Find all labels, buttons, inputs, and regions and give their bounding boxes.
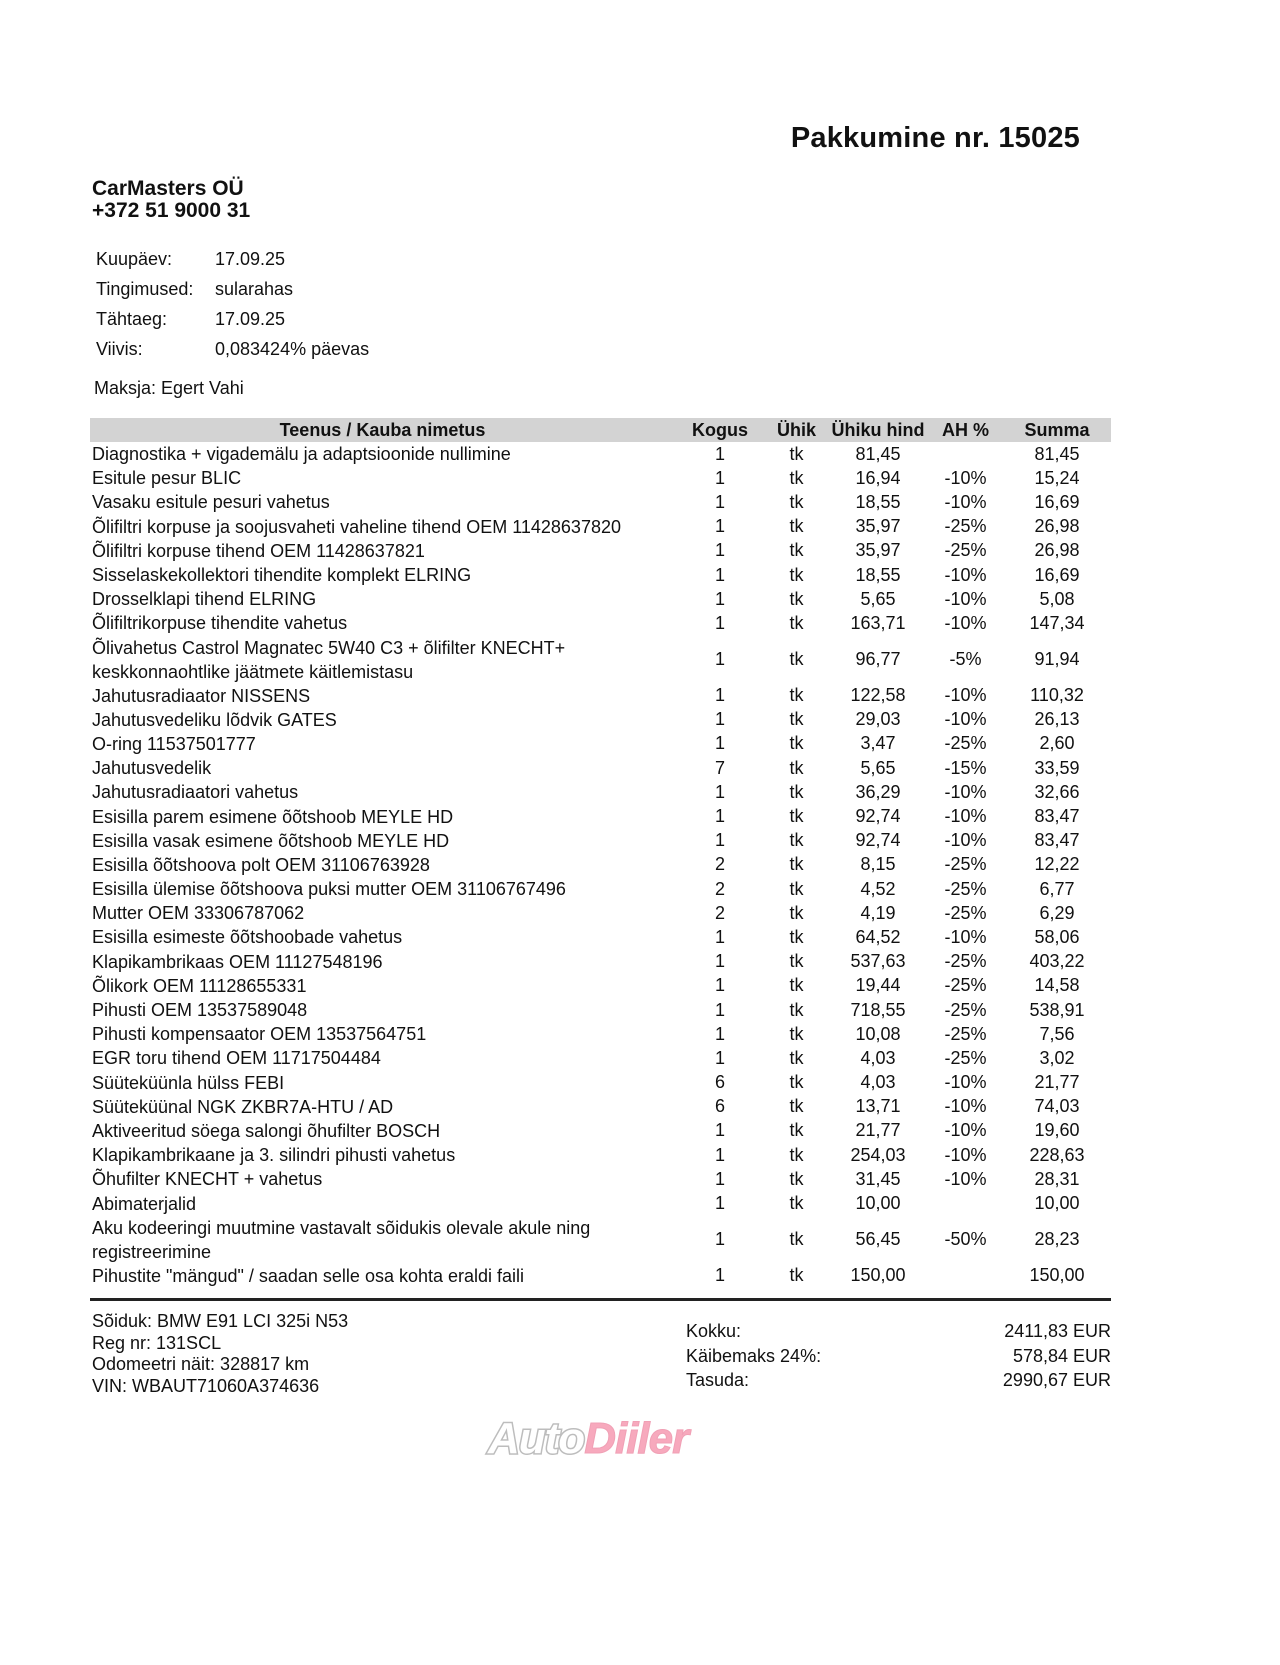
cell-qty: 1 (714, 588, 725, 609)
cell-unit: tk (789, 975, 804, 996)
cell-unit: tk (789, 1072, 804, 1093)
cell-price: 36,29 (855, 781, 901, 802)
total-value: 2990,67 EUR (1002, 1370, 1111, 1390)
cell-sum: 12,22 (1034, 854, 1080, 875)
cell-qty: 6 (714, 1096, 725, 1117)
header-sum: Summa (1024, 419, 1090, 440)
cell-unit: tk (789, 685, 804, 706)
table-row (90, 587, 1111, 611)
cell-sum: 150,00 (1029, 1265, 1085, 1286)
cell-price: 163,71 (850, 612, 906, 633)
cell-sum: 33,59 (1034, 757, 1080, 778)
total-payable (686, 1368, 1111, 1393)
table-row (90, 804, 1111, 828)
meta-value: 0,083424% päevas (215, 338, 370, 359)
table-row (90, 780, 1111, 804)
cell-unit: tk (789, 1047, 804, 1068)
cell-unit: tk (789, 1023, 804, 1044)
total-subtotal (686, 1319, 1111, 1344)
logo-part-diiler: Diiler (584, 1414, 689, 1463)
cell-price: 19,44 (855, 975, 901, 996)
total-label: Käibemaks 24%: (686, 1345, 822, 1366)
cell-price: 4,52 (860, 878, 896, 899)
meta-value: 17.09.25 (215, 308, 286, 329)
table-row (90, 466, 1111, 490)
cell-price: 8,15 (860, 854, 896, 875)
cell-unit: tk (789, 781, 804, 802)
totals-block (686, 1319, 1111, 1393)
cell-qty: 1 (714, 491, 725, 512)
cell-discount: -10% (944, 491, 987, 512)
vehicle-block (92, 1311, 348, 1397)
table-row (90, 636, 1111, 684)
company-name: CarMasters OÜ (92, 177, 244, 200)
table-row (90, 442, 1111, 466)
table-body (90, 442, 1111, 1288)
cell-unit: tk (789, 951, 804, 972)
payer: Maksja: Egert Vahi (94, 378, 244, 398)
cell-price: 4,19 (860, 902, 896, 923)
cell-qty: 2 (714, 902, 725, 923)
table-row (90, 974, 1111, 998)
header-qty: Kogus (692, 419, 748, 440)
cell-unit: tk (789, 564, 804, 585)
cell-unit: tk (789, 999, 804, 1020)
cell-qty: 1 (714, 1168, 725, 1189)
cell-sum: 6,29 (1039, 902, 1075, 923)
cell-unit: tk (789, 1265, 804, 1286)
table-row (90, 756, 1111, 780)
cell-name: Pihusti OEM 13537589048 (92, 1000, 308, 1021)
table-row (90, 829, 1111, 853)
cell-unit: tk (789, 1229, 804, 1250)
cell-discount: -25% (944, 975, 987, 996)
cell-price: 718,55 (850, 999, 906, 1020)
cell-name: Esisilla vasak esimene õõtshoob MEYLE HD (92, 830, 450, 851)
cell-qty: 1 (714, 1120, 725, 1141)
cell-unit: tk (789, 1168, 804, 1189)
cell-price: 56,45 (855, 1229, 901, 1250)
items-table (90, 418, 1111, 1288)
cell-unit: tk (789, 854, 804, 875)
meta-row-terms (96, 274, 369, 304)
cell-name: Jahutusvedeliku lõdvik GATES (92, 709, 337, 730)
table-row (90, 1216, 1111, 1264)
cell-sum: 538,91 (1029, 999, 1085, 1020)
cell-sum: 16,69 (1034, 491, 1080, 512)
cell-discount: -10% (944, 612, 987, 633)
cell-qty: 1 (714, 999, 725, 1020)
total-label: Kokku: (686, 1321, 742, 1341)
cell-name: Klapikambrikaane ja 3. silindri pihusti vahetus (92, 1145, 456, 1166)
cell-qty: 1 (714, 806, 725, 827)
cell-name: Diagnostika + vigademälu ja adaptsioonide nullimine (92, 444, 511, 465)
cell-price: 254,03 (850, 1144, 906, 1165)
meta-label: Kuupäev: (96, 248, 173, 269)
cell-unit: tk (789, 902, 804, 923)
table-row (90, 515, 1111, 539)
cell-discount: -10% (944, 709, 987, 730)
cell-price: 10,00 (855, 1193, 901, 1214)
cell-unit: tk (789, 1193, 804, 1214)
cell-sum: 81,45 (1034, 443, 1080, 464)
cell-name: Jahutusradiaatori vahetus (92, 782, 299, 803)
cell-discount: -25% (944, 854, 987, 875)
cell-qty: 1 (714, 781, 725, 802)
meta-label: Viivis: (96, 338, 143, 359)
logo-part-auto: Auto (488, 1414, 585, 1463)
cell-name: Süüteküünal NGK ZKBR7A-HTU / AD (92, 1096, 394, 1117)
cell-unit: tk (789, 443, 804, 464)
table-row (90, 539, 1111, 563)
cell-unit: tk (789, 733, 804, 754)
cell-sum: 28,23 (1034, 1229, 1080, 1250)
cell-price: 4,03 (860, 1047, 896, 1068)
cell-price: 92,74 (855, 806, 901, 827)
table-row (90, 732, 1111, 756)
cell-discount: -15% (944, 757, 987, 778)
cell-price: 150,00 (850, 1265, 906, 1286)
cell-name: Vasaku esitule pesuri vahetus (92, 492, 330, 513)
document-title: Pakkumine nr. 15025 (790, 122, 1080, 154)
cell-sum: 26,98 (1034, 540, 1080, 561)
cell-qty: 2 (714, 878, 725, 899)
cell-name: O-ring 11537501777 (92, 733, 256, 754)
cell-qty: 1 (714, 649, 725, 669)
table-row (90, 611, 1111, 635)
meta-row-penalty (96, 334, 369, 364)
cell-price: 31,45 (855, 1168, 901, 1189)
cell-sum: 28,31 (1034, 1168, 1080, 1189)
cell-unit: tk (789, 878, 804, 899)
table-row (90, 1167, 1111, 1191)
cell-name: Sisselaskekollektori tihendite komplekt ELRING (92, 565, 472, 586)
cell-name: Õhufilter KNECHT + vahetus (92, 1169, 323, 1190)
cell-discount: -25% (944, 1023, 987, 1044)
cell-price: 16,94 (855, 467, 901, 488)
cell-name: Jahutusvedelik (92, 758, 212, 779)
cell-qty: 1 (714, 516, 725, 537)
cell-discount: -10% (944, 1072, 987, 1093)
cell-unit: tk (789, 757, 804, 778)
cell-sum: 147,34 (1029, 612, 1085, 633)
vehicle-model: Sõiduk: BMW E91 LCI 325i N53 (92, 1311, 349, 1331)
cell-name: Esisilla esimeste õõtshoobade vahetus (92, 927, 403, 948)
cell-price: 10,08 (855, 1023, 901, 1044)
cell-discount: -25% (944, 878, 987, 899)
cell-sum: 15,24 (1034, 467, 1080, 488)
cell-sum: 16,69 (1034, 564, 1080, 585)
cell-name: Esisilla ülemise õõtshoova puksi mutter OEM 31106767496 (92, 879, 566, 900)
cell-qty: 1 (714, 830, 725, 851)
cell-unit: tk (789, 612, 804, 633)
cell-qty: 1 (714, 685, 725, 706)
table-row (90, 1119, 1111, 1143)
cell-sum: 403,22 (1029, 951, 1085, 972)
cell-sum: 74,03 (1034, 1096, 1080, 1117)
header-discount: AH % (941, 419, 989, 440)
cell-name: Abimaterjalid (92, 1193, 197, 1214)
cell-qty: 1 (714, 733, 725, 754)
cell-sum: 32,66 (1034, 781, 1080, 802)
total-vat (686, 1344, 1111, 1369)
table-row (90, 1095, 1111, 1119)
cell-name: Esitule pesur BLIC (92, 468, 242, 489)
cell-unit: tk (789, 491, 804, 512)
vehicle-vin: VIN: WBAUT71060A374636 (92, 1375, 320, 1396)
table-row (90, 1022, 1111, 1046)
cell-qty: 1 (714, 1144, 725, 1165)
cell-name: Õlifiltri korpuse tihend OEM 11428637821 (92, 540, 425, 561)
cell-discount: -5% (949, 649, 982, 669)
table-bottom-rule (90, 1298, 1111, 1301)
cell-sum: 58,06 (1034, 926, 1080, 947)
table-row (90, 950, 1111, 974)
cell-name: EGR toru tihend OEM 11717504484 (92, 1048, 381, 1069)
cell-price: 13,71 (855, 1096, 901, 1117)
cell-sum: 26,98 (1034, 516, 1080, 537)
cell-name: Esisilla parem esimene õõtshoob MEYLE HD (92, 806, 454, 827)
table-row (90, 684, 1111, 708)
cell-unit: tk (789, 926, 804, 947)
table-row (90, 708, 1111, 732)
meta-label: Tingimused: (96, 278, 194, 299)
cell-discount: -25% (944, 1047, 987, 1068)
meta-value: sularahas (215, 278, 294, 299)
cell-price: 122,58 (850, 685, 906, 706)
cell-qty: 1 (714, 564, 725, 585)
total-value: 2411,83 EUR (1004, 1321, 1111, 1341)
cell-name: Klapikambrikaas OEM 11127548196 (92, 951, 383, 972)
cell-unit: tk (789, 709, 804, 730)
table-row (90, 998, 1111, 1022)
cell-discount: -50% (944, 1229, 987, 1250)
table-row (90, 490, 1111, 514)
cell-name: Aktiveeritud söega salongi õhufilter BOSCH (92, 1120, 441, 1141)
cell-unit: tk (789, 806, 804, 827)
cell-qty: 1 (714, 1265, 725, 1286)
cell-qty: 1 (714, 612, 725, 633)
cell-name: Õlifiltri korpuse ja soojusvaheti vaheline tihend OEM 11428637820 (92, 516, 621, 537)
cell-name: Õlivahetus Castrol Magnatec 5W40 C3 + õlifilter KNECHT+ keskkonnaohtlike jäätmete käitlemistasu (92, 637, 566, 682)
table-row (90, 1191, 1111, 1215)
cell-qty: 6 (714, 1072, 725, 1093)
cell-discount: -10% (944, 806, 987, 827)
cell-price: 29,03 (855, 709, 901, 730)
cell-qty: 1 (714, 1023, 725, 1044)
cell-sum: 110,32 (1030, 685, 1084, 706)
cell-unit: tk (789, 649, 804, 669)
cell-name: Jahutusradiaator NISSENS (92, 685, 311, 706)
cell-unit: tk (789, 830, 804, 851)
cell-discount: -10% (944, 781, 987, 802)
cell-discount: -10% (944, 467, 987, 488)
meta-block (96, 244, 369, 364)
cell-unit: tk (789, 467, 804, 488)
cell-name: Pihustite "mängud" / saadan selle osa kohta eraldi faili (92, 1265, 525, 1286)
cell-discount: -10% (944, 685, 987, 706)
cell-price: 96,77 (855, 649, 901, 669)
cell-sum: 5,08 (1039, 588, 1075, 609)
cell-price: 92,74 (855, 830, 901, 851)
cell-qty: 1 (714, 926, 725, 947)
cell-name: Esisilla õõtshoova polt OEM 31106763928 (92, 854, 430, 875)
cell-sum: 21,77 (1034, 1072, 1080, 1093)
cell-name: Õlifiltrikorpuse tihendite vahetus (92, 613, 348, 634)
cell-sum: 14,58 (1034, 975, 1080, 996)
cell-sum: 7,56 (1039, 1023, 1075, 1044)
cell-qty: 2 (714, 854, 725, 875)
cell-sum: 228,63 (1029, 1144, 1085, 1165)
meta-value: 17.09.25 (215, 248, 286, 269)
table-row (90, 1264, 1111, 1288)
meta-row-due-date (96, 304, 369, 334)
cell-name: Pihusti kompensaator OEM 13537564751 (92, 1024, 427, 1045)
cell-price: 18,55 (855, 491, 901, 512)
cell-qty: 1 (714, 1229, 725, 1250)
cell-price: 5,65 (860, 757, 896, 778)
table-row (90, 1046, 1111, 1070)
cell-price: 18,55 (855, 564, 901, 585)
cell-qty: 1 (714, 540, 725, 561)
cell-qty: 1 (714, 467, 725, 488)
cell-name: Aku kodeeringi muutmine vastavalt sõidukis olevale akule ning registreerimine (92, 1217, 591, 1262)
cell-sum: 19,60 (1034, 1120, 1080, 1141)
cell-sum: 10,00 (1034, 1193, 1080, 1214)
total-value: 578,84 EUR (1012, 1345, 1111, 1366)
cell-sum: 6,77 (1039, 878, 1075, 899)
total-label: Tasuda: (686, 1370, 750, 1390)
cell-sum: 3,02 (1039, 1047, 1075, 1068)
table-row (90, 925, 1111, 949)
cell-price: 3,47 (860, 733, 896, 754)
company-phone: +372 51 9000 31 (92, 199, 251, 222)
cell-discount: -10% (944, 1168, 987, 1189)
cell-discount: -10% (944, 588, 987, 609)
cell-qty: 1 (714, 1193, 725, 1214)
cell-unit: tk (789, 540, 804, 561)
vehicle-odometer: Odomeetri näit: 328817 km (92, 1354, 310, 1374)
cell-name: Mutter OEM 33306787062 (92, 903, 305, 924)
meta-row-date (96, 244, 369, 274)
cell-discount: -25% (944, 516, 987, 537)
cell-price: 64,52 (855, 926, 901, 947)
cell-qty: 1 (714, 709, 725, 730)
table-header (90, 418, 1111, 442)
cell-discount: -25% (944, 902, 987, 923)
autodiiler-watermark-logo (488, 1414, 688, 1464)
table-row (90, 877, 1111, 901)
table-row (90, 1143, 1111, 1167)
cell-discount: -10% (944, 926, 987, 947)
cell-name: Drosselklapi tihend ELRING (92, 589, 317, 610)
cell-unit: tk (789, 1120, 804, 1141)
cell-discount: -25% (944, 999, 987, 1020)
vehicle-reg: Reg nr: 131SCL (92, 1332, 222, 1353)
table-row (90, 563, 1111, 587)
table-row (90, 853, 1111, 877)
cell-sum: 83,47 (1034, 806, 1080, 827)
cell-discount: -10% (944, 1144, 987, 1165)
cell-price: 4,03 (860, 1072, 896, 1093)
cell-sum: 2,60 (1039, 733, 1075, 754)
cell-sum: 83,47 (1034, 830, 1080, 851)
cell-discount: -10% (944, 564, 987, 585)
cell-discount: -25% (944, 951, 987, 972)
cell-unit: tk (789, 516, 804, 537)
meta-label: Tähtaeg: (96, 308, 168, 329)
cell-discount: -25% (944, 540, 987, 561)
cell-unit: tk (789, 1096, 804, 1117)
cell-discount: -10% (944, 830, 987, 851)
cell-name: Õlikork OEM 11128655331 (92, 975, 307, 996)
cell-price: 5,65 (860, 588, 896, 609)
cell-qty: 1 (714, 951, 725, 972)
cell-discount: -10% (944, 1096, 987, 1117)
cell-qty: 1 (714, 1047, 725, 1068)
cell-discount: -25% (944, 733, 987, 754)
cell-qty: 1 (714, 975, 725, 996)
cell-price: 21,77 (855, 1120, 901, 1141)
cell-unit: tk (789, 588, 804, 609)
header-unit: Ühik (776, 419, 816, 440)
cell-sum: 91,94 (1034, 649, 1080, 669)
cell-price: 537,63 (850, 951, 906, 972)
table-row (90, 1071, 1111, 1095)
cell-unit: tk (789, 1144, 804, 1165)
company-block (92, 178, 250, 222)
header-name: Teenus / Kauba nimetus (279, 420, 486, 440)
cell-price: 35,97 (855, 516, 901, 537)
cell-discount: -10% (944, 1120, 987, 1141)
cell-name: Süüteküünla hülss FEBI (92, 1072, 285, 1093)
cell-sum: 26,13 (1034, 709, 1080, 730)
table-row (90, 901, 1111, 925)
cell-price: 81,45 (855, 443, 901, 464)
header-price: Ühiku hind (831, 419, 925, 440)
cell-qty: 1 (714, 443, 725, 464)
cell-qty: 7 (714, 757, 725, 778)
cell-price: 35,97 (855, 540, 901, 561)
